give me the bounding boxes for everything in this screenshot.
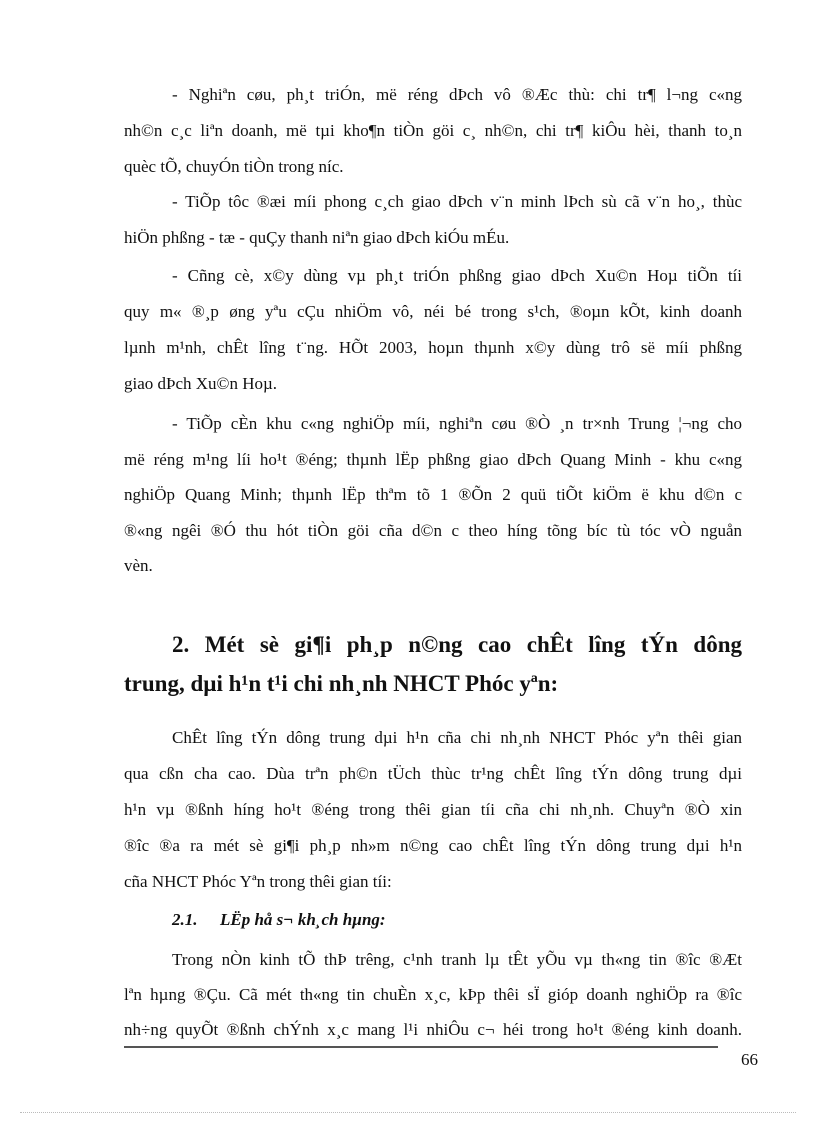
text-line: lªn hµng ®Çu. Cã mét th«ng tin chuÈn x¸c, kÞp thêi sÏ gióp doanh nghiÖp ra ®îc (124, 985, 742, 1004)
paragraph-2 (124, 184, 742, 256)
text-line: - Cñng cè, x©y dùng vµ ph¸t triÓn phßng giao dÞch Xu©n Hoµ tiÕn tíi (172, 266, 742, 285)
text-line: nh÷ng quyÕt ®ßnh chÝnh x¸c mang l¹i nhiÔu c¬ héi trong ho¹t ®éng kinh doanh. (124, 1020, 742, 1039)
text-line: ChÊt lîng tÝn dông trung dµi h¹n cña chi nh¸nh NHCT Phóc yªn thêi gian (172, 728, 742, 747)
heading-line: 2. Mét sè gi¶i ph¸p n©ng cao chÊt lîng tÝn dông (172, 632, 742, 657)
text-line: giao dÞch Xu©n Hoµ. (124, 374, 278, 393)
final-paragraph (124, 942, 742, 1047)
text-line: ®«ng ngêi ®Ó thu hót tiÒn göi cña d©n c theo híng tõng bíc tù tóc vÒ nguån (124, 520, 742, 540)
text-line: qua cßn cha cao. Dùa trªn ph©n tÜch thùc tr¹ng chÊt lîng tÝn dông trung dµi (124, 764, 742, 783)
subsection-heading (172, 902, 386, 938)
text-line: cña NHCT Phóc Yªn trong thêi gian tíi: (124, 872, 392, 891)
text-line: nghiÖp Quang Minh; thµnh lËp thªm tõ 1 ®Õn 2 quü tiÕt kiÖm ë khu d©n c (124, 485, 742, 504)
text-line: nh©n c¸c liªn doanh, më tµi kho¶n tiÒn göi c¸ nh©n, chi tr¶ kiÔu hèi, thanh to¸n (124, 121, 742, 140)
section-heading (124, 625, 742, 703)
text-line: hiÖn phßng - tæ - quÇy thanh niªn giao dÞch kiÓu mÉu. (124, 228, 510, 247)
text-line: quèc tÕ, chuyÓn tiÒn trong níc. (124, 157, 344, 176)
paragraph-1 (124, 77, 742, 185)
text-line: h¹n vµ ®ßnh híng ho¹t ®éng trong thêi gian tíi cña chi nh¸nh. Chuyªn ®Ò xin (124, 800, 742, 819)
intro-paragraph (124, 720, 742, 900)
text-line: - Nghiªn cøu, ph¸t triÓn, më réng dÞch vô ®Æc thù: chi tr¶ l¬ng c«ng (172, 85, 742, 104)
heading-line: trung, dµi h¹n t¹i chi nh¸nh NHCT Phóc yªn: (124, 671, 559, 696)
paragraph-4 (124, 406, 742, 584)
text-line: - TiÕp cÈn khu c«ng nghiÖp míi, nghiªn cøu ®Ò ¸n tr×nh Trung ¦¬ng cho (172, 414, 742, 433)
page-number: 66 (741, 1050, 758, 1069)
text-line: quy m« ®¸p øng yªu cÇu nhiÖm vô, néi bé trong s¹ch, ®oµn kÕt, kinh doanh (124, 302, 742, 321)
subsection-number: 2.1. (172, 910, 198, 929)
text-line: - TiÕp tôc ®æi míi phong c¸ch giao dÞch v¨n minh lÞch sù cã v¨n ho¸, thùc (172, 192, 742, 211)
page-boundary-divider (20, 1112, 796, 1113)
text-line: vèn. (124, 556, 153, 575)
text-line: më réng m¹ng líi ho¹t ®éng; thµnh lËp phßng giao dÞch Quang Minh - khu c«ng (124, 449, 742, 469)
paragraph-3 (124, 258, 742, 402)
text-line: ®îc ®a ra mét sè gi¶i ph¸p nh»m n©ng cao chÊt lîng tÝn dông trung dµi h¹n (124, 836, 742, 855)
footer-rule (124, 1046, 718, 1048)
text-line: Trong nÒn kinh tÕ thÞ trêng, c¹nh tranh lµ tÊt yÕu vµ th«ng tin ®îc ®Æt (172, 950, 742, 969)
text-line: lµnh m¹nh, chÊt lîng t¨ng. HÕt 2003, hoµn thµnh x©y dùng trô së míi phßng (124, 338, 742, 357)
subsection-title: LËp hå s¬ kh¸ch hµng: (220, 910, 386, 929)
